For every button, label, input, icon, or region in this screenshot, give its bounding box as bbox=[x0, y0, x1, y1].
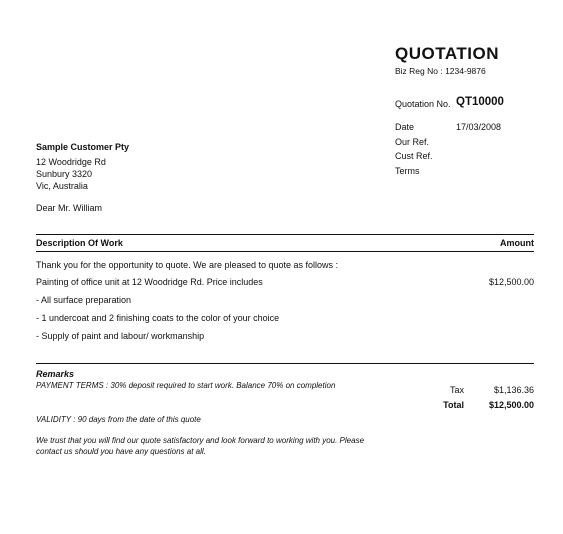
document-title: QUOTATION bbox=[395, 44, 499, 63]
quotation-number-value: QT10000 bbox=[456, 96, 504, 108]
biz-reg-number: Biz Reg No : 1234-9876 bbox=[395, 66, 486, 76]
customer-address-line: Sunbury 3320 bbox=[36, 169, 93, 179]
closing-note: We trust that you will find our quote satisfactory and look forward to working with you. Please contact us should you have any questions at all. bbox=[36, 436, 365, 456]
our-ref-label: Our Ref. bbox=[395, 137, 430, 147]
date-value: 17/03/2008 bbox=[456, 122, 502, 132]
customer-address-line: 12 Woodridge Rd bbox=[36, 157, 106, 167]
work-line: Painting of office unit at 12 Woodridge Rd. Price includes bbox=[36, 277, 263, 287]
work-line: - Supply of paint and labour/ workmanship bbox=[36, 331, 205, 341]
tax-label: Tax bbox=[449, 385, 464, 395]
customer-name: Sample Customer Pty bbox=[36, 142, 130, 152]
table-header-rule bbox=[36, 251, 534, 252]
remarks-header: Remarks bbox=[36, 369, 75, 379]
payment-terms: PAYMENT TERMS : 30% deposit required to start work. Balance 70% on completion bbox=[36, 381, 336, 390]
total-label: Total bbox=[443, 400, 464, 410]
greeting: Dear Mr. William bbox=[36, 203, 103, 213]
work-line: - All surface preparation bbox=[36, 295, 132, 305]
customer-address-line: Vic, Australia bbox=[36, 181, 88, 191]
remarks-top-rule bbox=[36, 363, 534, 364]
terms-label: Terms bbox=[395, 166, 420, 176]
work-amount: $12,500.00 bbox=[488, 277, 534, 287]
date-label: Date bbox=[395, 122, 415, 132]
work-line: Thank you for the opportunity to quote. We are pleased to quote as follows : bbox=[36, 260, 339, 270]
table-top-rule bbox=[36, 234, 534, 235]
quotation-number-label: Quotation No. bbox=[395, 99, 451, 109]
validity: VALIDITY : 90 days from the date of this quote bbox=[36, 415, 201, 424]
total-value: $12,500.00 bbox=[488, 400, 534, 410]
description-header: Description Of Work bbox=[36, 238, 123, 248]
tax-value: $1,136.36 bbox=[493, 385, 534, 395]
work-line: - 1 undercoat and 2 finishing coats to the color of your choice bbox=[36, 313, 280, 323]
cust-ref-label: Cust Ref. bbox=[395, 151, 433, 161]
amount-header: Amount bbox=[500, 238, 534, 248]
